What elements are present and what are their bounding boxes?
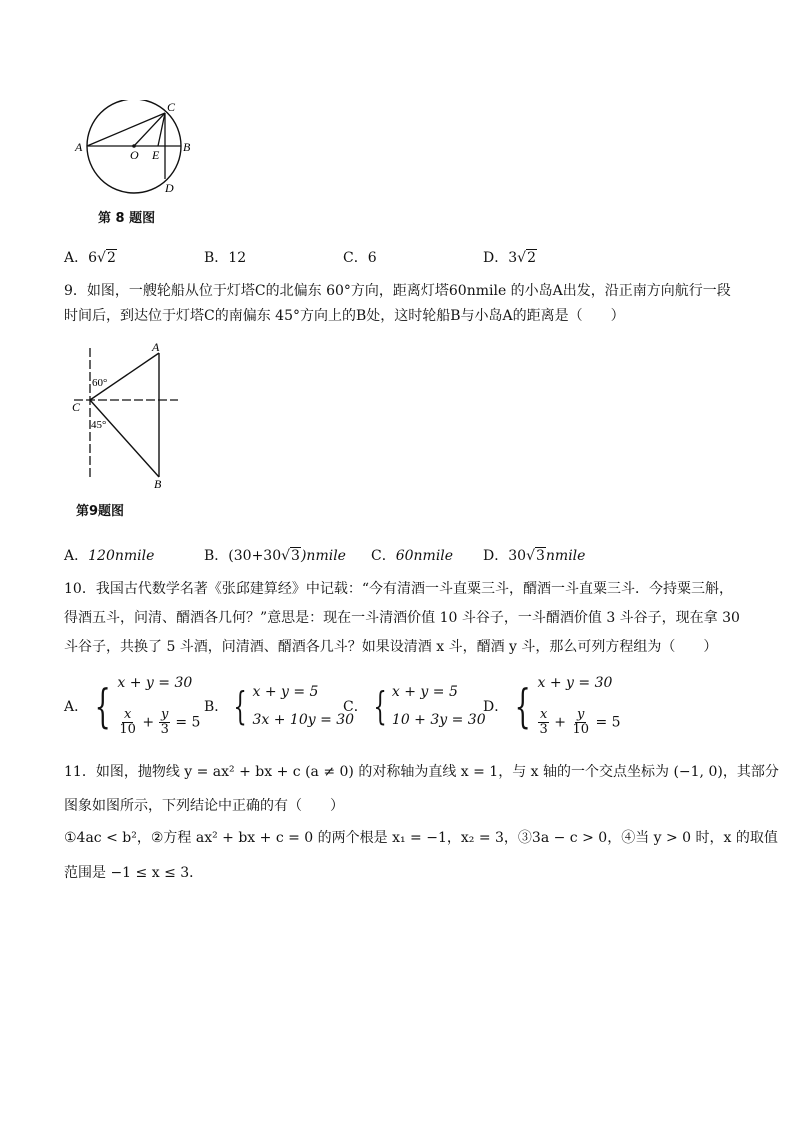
q9-option-d: D．30√3nmile [483,548,586,564]
q10-stem-line3: 斗谷子，共换了 5 斗酒，问清酒、醑酒各几斗？如果设清酒 x 斗，醑酒 y 斗，那么可列方程组为（ ） [64,639,718,655]
q9-line-cb [90,400,159,477]
q10-stem-line2: 得酒五斗，问清、醑酒各几何？”意思是：现在一斗清酒价值 10 斗谷子，一斗醑酒价值 3 斗谷子，现在拿 30 [64,610,740,626]
q11-conclusions-line1: ①4ac < b²，②方程 ax² + bx + c = 0 的两个根是 x₁ = −1，x₂ = 3，③3a − c > 0，④当 y > 0 时，x 的取值 [64,830,778,846]
q8-chord-ac [87,113,165,146]
q8-label-e: E [152,148,160,162]
q9-label-c: C [72,400,81,414]
q9-option-b: B．(30+30√3)nmile [204,548,346,564]
q9-option-c: C．60nmile [371,548,454,564]
q9-angle-60: 60° [92,377,108,389]
q8-segment-ec [158,113,165,146]
q10-option-d: D． { x + y = 30 $\frac{x}{3}$ + $\frac{y}{10}$ = 5 [483,675,621,737]
q9-caption: 第9题图 [76,504,125,519]
q10-option-a: A． { x + y = 30 $\frac{x}{10}$ + $\frac{y}{3}$ = 5 [64,675,201,737]
q8-option-d: D．3√2 [483,250,536,266]
q9-figure [66,338,186,488]
q8-label-d: D [165,181,174,195]
q9-label-b: B [154,477,162,488]
q8-label-o: O [130,148,139,162]
q8-option-b: B．12 [204,250,247,266]
q9-stem-line1: 9．如图，一艘轮船从位于灯塔C的北偏东 60°方向，距离灯塔60nmile 的小岛A出发，沿正南方向航行一段 [64,283,731,299]
q8-option-c: C．6 [343,250,377,266]
q10-option-b: B． { x + y = 5 3x + 10y = 30 [204,684,355,728]
q11-conclusions-line2: 范围是 −1 ≤ x ≤ 3． [64,865,204,881]
q9-option-a: A．120nmile [64,548,155,564]
q8-label-b: B [183,140,191,154]
q9-stem-line2: 时间后，到达位于灯塔C的南偏东 45°方向上的B处，这时轮船B与小岛A的距离是（ ） [64,308,625,324]
q11-stem-line2: 图象如图所示，下列结论中正确的有（ ） [64,798,344,814]
q11-stem-line1: 11．如图，抛物线 y = ax² + bx + c (a ≠ 0) 的对称轴为直线 x = 1，与 x 轴的一个交点坐标为 (−1, 0)，其部分 [64,764,779,780]
q10-option-c: C． { x + y = 5 10 + 3y = 30 [343,684,486,728]
q9-label-a: A [152,340,160,354]
q8-option-a: A．6√2 [64,250,116,266]
q8-caption: 第 8 题图 [98,211,156,226]
q10-stem-line1: 10．我国古代数学名著《张邱建算经》中记载：“今有清酒一斗直粟三斗，醑酒一斗直粟三斗．今持粟三斛， [64,581,733,597]
q8-segment-oc [134,113,165,146]
q8-label-a: A [75,140,83,154]
q8-figure [70,100,210,200]
q9-angle-45: 45° [91,419,107,431]
q8-label-c: C [167,100,176,114]
